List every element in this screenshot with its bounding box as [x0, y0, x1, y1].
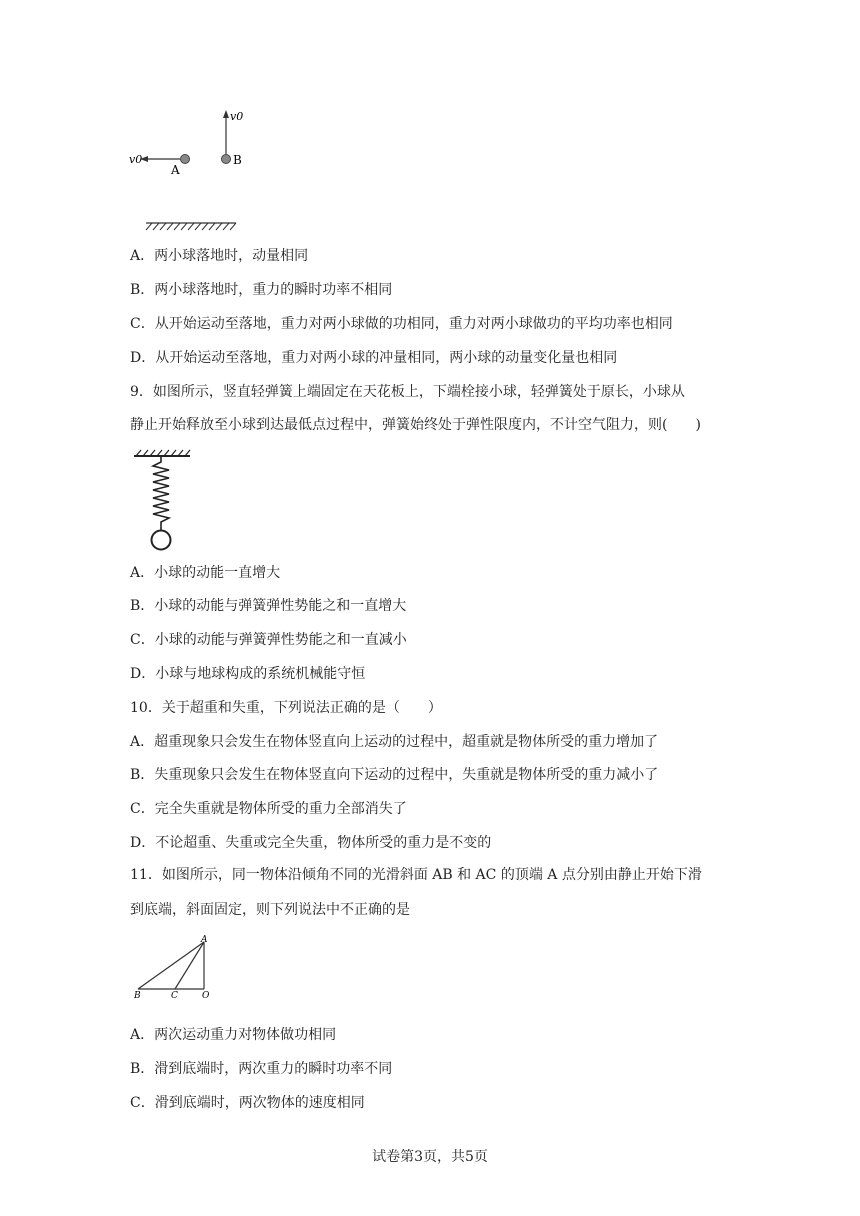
q9-stem-line1: 9．如图所示，竖直轻弹簧上端固定在天花板上，下端栓接小球，轻弹簧处于原长，小球从 — [130, 384, 685, 400]
q8-option-b: B．两小球落地时，重力的瞬时功率不相同 — [130, 282, 393, 298]
q11-option-a: A．两次运动重力对物体做功相同 — [130, 1027, 337, 1043]
q8-option-c: C．从开始运动至落地，重力对两小球做的功相同，重力对两小球做功的平均功率也相同 — [130, 316, 673, 332]
label-a: A — [201, 935, 208, 945]
label-o: O — [202, 991, 210, 998]
spring — [153, 456, 169, 530]
label-b: B — [233, 153, 242, 167]
q9-option-d: D．小球与地球构成的系统机械能守恒 — [130, 666, 366, 682]
q11-incline-figure — [128, 934, 218, 998]
q10-option-b: B．失重现象只会发生在物体竖直向下运动的过程中，失重就是物体所受的重力减小了 — [130, 767, 659, 783]
q11-stem-line2: 到底端，斜面固定，则下列说法中不正确的是 — [130, 902, 410, 918]
ball-b — [222, 155, 231, 164]
q8-option-a: A．两小球落地时，动量相同 — [130, 248, 309, 264]
ground-hatch — [146, 223, 236, 230]
q10-stem: 10．关于超重和失重，下列说法正确的是（ ） — [130, 700, 442, 716]
q8-option-d: D．从开始运动至落地，重力对两小球的冲量相同，两小球的动量变化量也相同 — [130, 350, 618, 366]
q8-figure — [126, 106, 256, 236]
q9-spring-figure — [132, 448, 192, 556]
label-a: A — [171, 163, 180, 177]
label-b: B — [134, 991, 141, 998]
ball-a — [181, 155, 190, 164]
label-c: C — [171, 991, 178, 998]
hanging-ball — [152, 531, 171, 550]
q9-option-c: C．小球的动能与弹簧弹性势能之和一直减小 — [130, 632, 407, 648]
q10-option-a: A．超重现象只会发生在物体竖直向上运动的过程中，超重就是物体所受的重力增加了 — [130, 734, 659, 750]
q9-stem-line2: 静止开始释放至小球到达最低点过程中，弹簧始终处于弹性限度内，不计空气阻力，则( ) — [130, 417, 701, 433]
q10-option-c: C．完全失重就是物体所受的重力全部消失了 — [130, 801, 407, 817]
q11-stem-line1: 11．如图所示，同一物体沿倾角不同的光滑斜面 AB 和 AC 的顶端 A 点分别由静止开始下滑 — [130, 867, 702, 883]
label-v0-left: v0 — [129, 153, 143, 166]
q10-option-d: D．不论超重、失重或完全失重，物体所受的重力是不变的 — [130, 835, 492, 851]
label-v0-top: v0 — [230, 110, 244, 123]
q9-option-b: B．小球的动能与弹簧弹性势能之和一直增大 — [130, 598, 407, 614]
q11-option-b: B．滑到底端时，两次重力的瞬时功率不同 — [130, 1061, 393, 1077]
q9-option-a: A．小球的动能一直增大 — [130, 565, 281, 581]
page-footer: 试卷第3页，共5页 — [372, 1149, 488, 1165]
q11-option-c: C．滑到底端时，两次物体的速度相同 — [130, 1095, 365, 1111]
